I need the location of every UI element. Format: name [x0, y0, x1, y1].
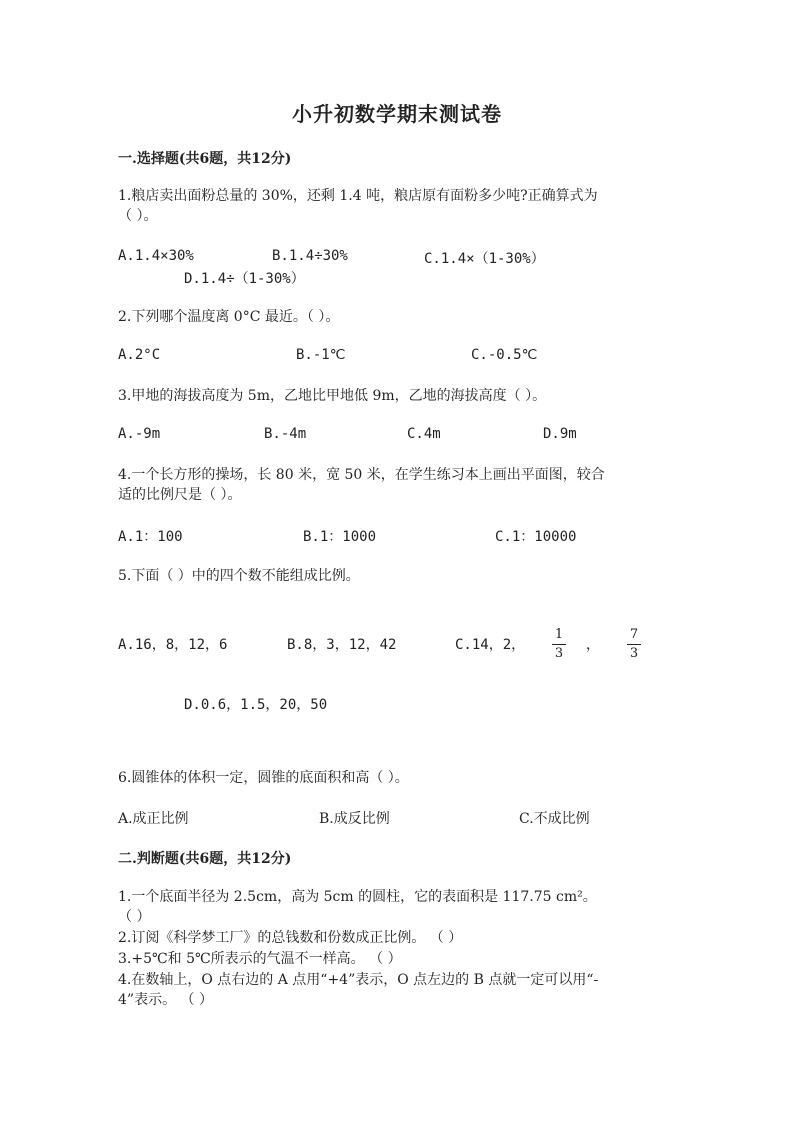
q2-option-a: A.2°C: [118, 347, 161, 363]
q1-option-c: C.1.4×（1-30%）: [424, 251, 545, 267]
fraction-denominator: 3: [629, 646, 639, 661]
fraction-bar: [552, 644, 566, 645]
question-2: 2.下列哪个温度离 0°C 最近。（ ）。: [118, 309, 340, 325]
q1-option-a: A.1.4×30%: [118, 248, 194, 264]
judgement-4-line2: 4”表示。 （ ）: [118, 992, 213, 1008]
q1-option-b: B.1.4÷30%: [272, 248, 348, 264]
judgement-1-line1: 1.一个底面半径为 2.5cm，高为 5cm 的圆柱，它的表面积是 117.75 cm²。: [118, 889, 597, 905]
q5-comma: ，: [586, 637, 600, 653]
question-4-line1: 4.一个长方形的操场，长 80 米，宽 50 米，在学生练习本上画出平面图，较合: [118, 467, 605, 483]
q3-option-a: A.-9m: [118, 426, 161, 442]
page-title: 小升初数学期末测试卷: [292, 102, 502, 126]
judgement-1-line2: （ ）: [118, 909, 151, 925]
q3-option-c: C.4m: [407, 426, 441, 442]
q4-option-b: B.1：1000: [303, 529, 377, 545]
q5-option-a: A.16，8，12，6: [118, 637, 228, 653]
question-6: 6.圆锥体的体积一定，圆锥的底面积和高（ ）。: [118, 770, 409, 786]
q5-option-c: C.14，2，: [455, 637, 526, 653]
judgement-2: 2.订阅《科学梦工厂》的总钱数和份数成正比例。 （ ）: [118, 930, 463, 946]
q2-option-c: C.-0.5℃: [471, 347, 538, 363]
q5-fraction-one-third: [552, 627, 566, 662]
q3-option-d: D.9m: [543, 426, 577, 442]
fraction-numerator: 1: [554, 627, 564, 642]
q1-option-d: D.1.4÷（1-30%）: [184, 271, 305, 287]
question-4-line2: 适的比例尺是（ ）。: [118, 487, 242, 503]
q5-option-d: D.0.6，1.5，20，50: [184, 697, 328, 713]
q3-option-b: B.-4m: [264, 426, 307, 442]
q4-option-c: C.1：10000: [495, 529, 577, 545]
q6-option-c: C.不成比例: [519, 811, 590, 827]
q5-option-b: B.8，3，12，42: [287, 637, 397, 653]
question-3: 3.甲地的海拔高度为 5m，乙地比甲地低 9m，乙地的海拔高度（ ）。: [118, 388, 547, 404]
judgement-3: 3.+5℃和 5℃所表示的气温不一样高。 （ ）: [118, 951, 402, 967]
fraction-numerator: 7: [629, 627, 639, 642]
section-heading-judgement: 二.判断题(共6题，共12分): [118, 851, 292, 867]
q6-option-a: A.成正比例: [118, 811, 189, 827]
question-1-line2: （ ）。: [118, 208, 158, 224]
fraction-denominator: 3: [554, 646, 564, 661]
fraction-bar: [627, 644, 641, 645]
question-5: 5.下面（ ）中的四个数不能组成比例。: [118, 568, 360, 584]
q6-option-b: B.成反比例: [319, 811, 390, 827]
q4-option-a: A.1：100: [118, 529, 183, 545]
q5-fraction-seven-thirds: [627, 627, 641, 662]
judgement-4-line1: 4.在数轴上，O 点右边的 A 点用“+4”表示，O 点左边的 B 点就一定可以用“-: [118, 972, 599, 988]
q2-option-b: B.-1℃: [296, 347, 346, 363]
question-1-line1: 1.粮店卖出面粉总量的 30%，还剩 1.4 吨，粮店原有面粉多少吨?正确算式为: [118, 188, 598, 204]
section-heading-choice: 一.选择题(共6题，共12分): [118, 151, 292, 167]
